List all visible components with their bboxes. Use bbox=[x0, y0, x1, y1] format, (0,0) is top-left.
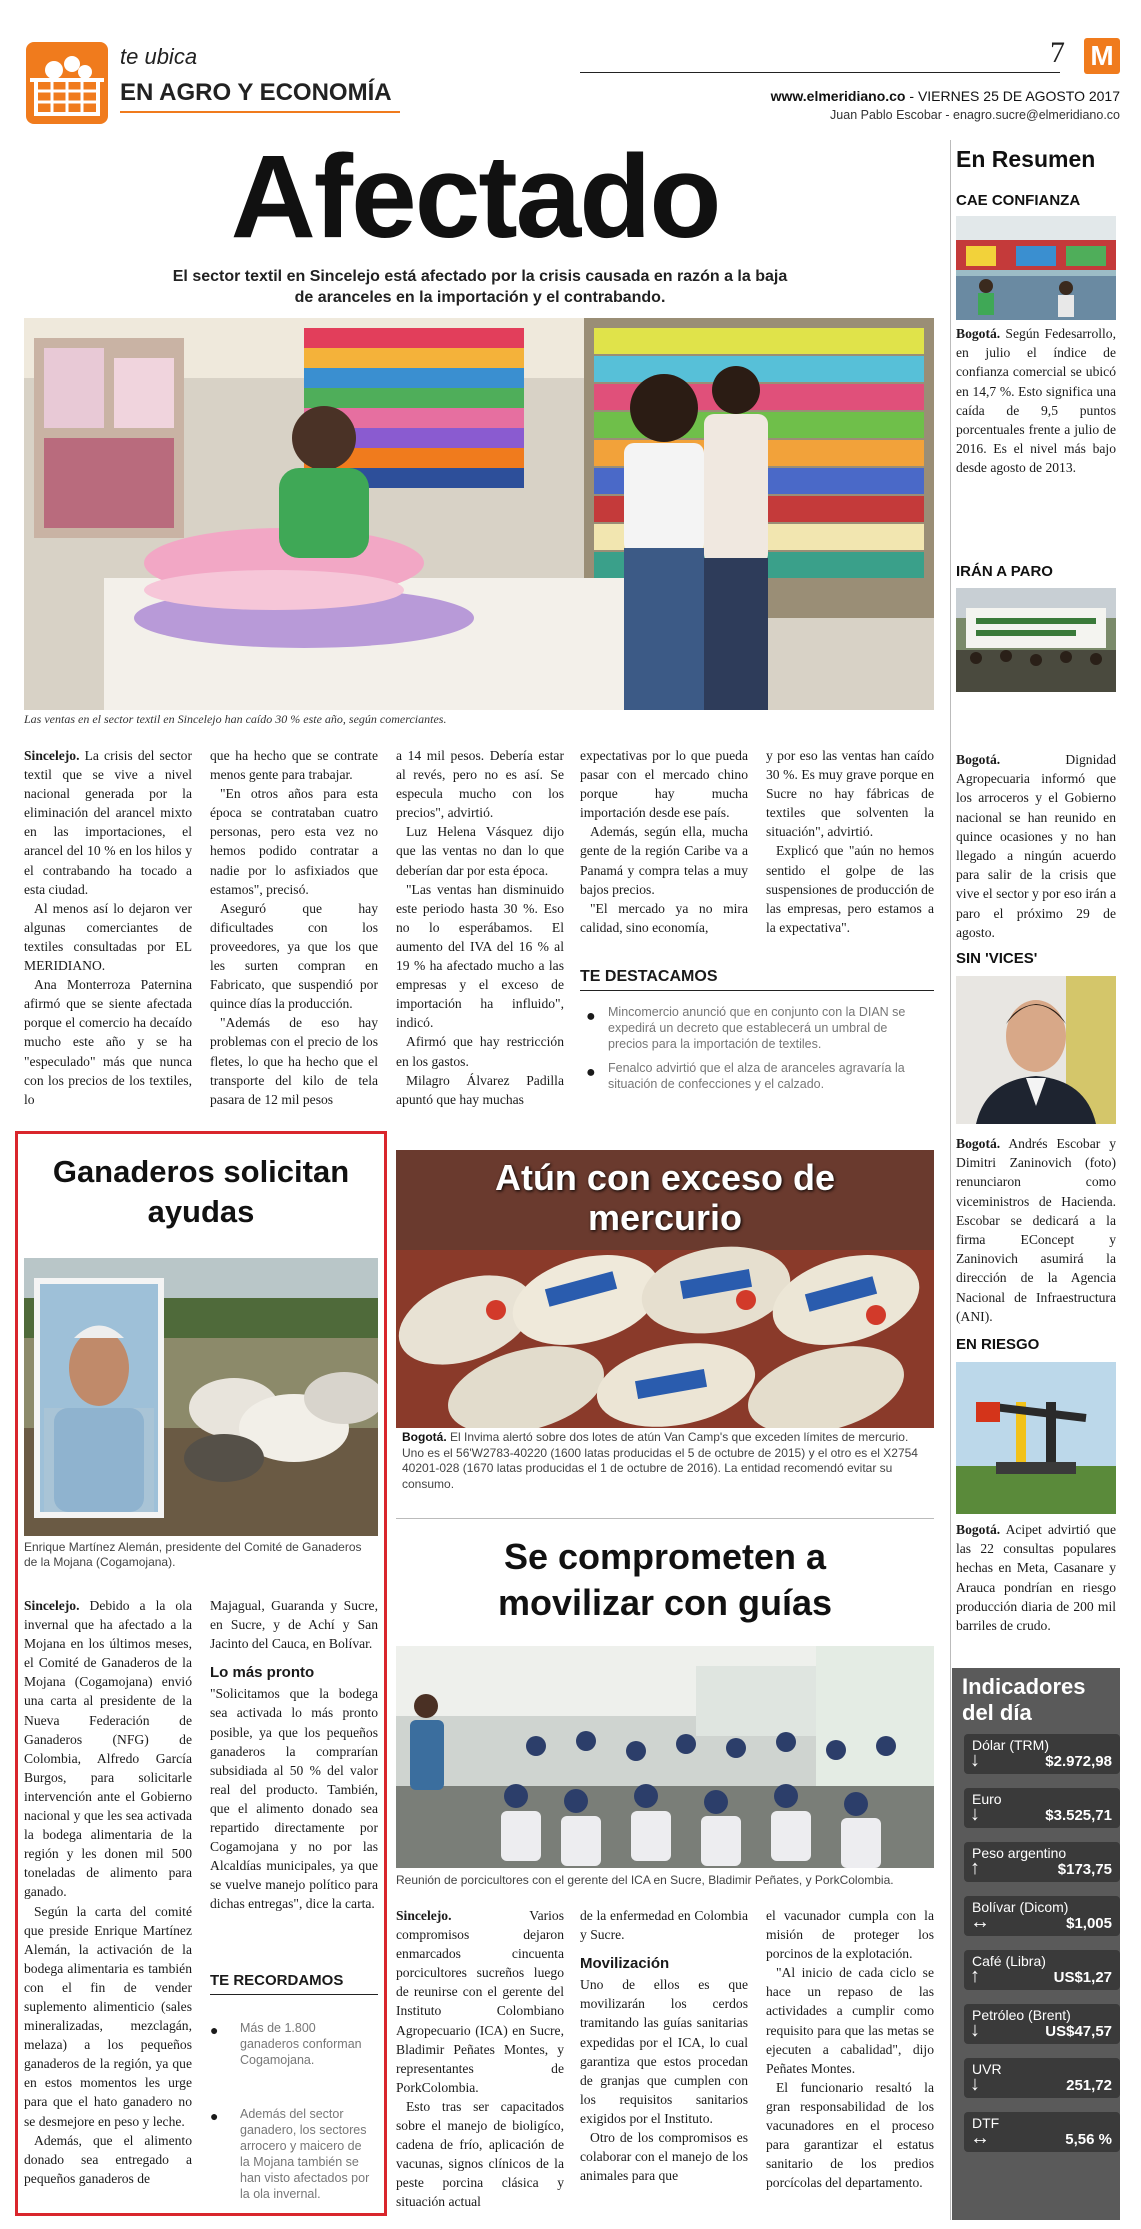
indicator-dtf: DTF ↔ 5,56 % bbox=[964, 2112, 1120, 2152]
store-photo bbox=[956, 216, 1116, 320]
guias-caption: Reunión de porcicultores con el gerente del ICA en Sucre, Bladimir Peñates, y PorkColombia. bbox=[396, 1873, 894, 1887]
recordamos-item: Más de 1.800 ganaderos conforman Cogamojana. bbox=[240, 2021, 362, 2067]
page-number: 7 bbox=[1050, 36, 1065, 69]
bullet-icon: ● bbox=[586, 1008, 596, 1025]
section-underline bbox=[120, 111, 400, 113]
paragraph: Afirmó que hay restricción en los gastos. bbox=[396, 1034, 564, 1069]
main-deck: El sector textil en Sincelejo está afectado por la crisis causada en razón a la baja de aranceles en la importación y el contrabando. bbox=[172, 268, 788, 306]
sidebar-item-text: Bogotá. Dignidad Agropecuaria informó que los arroceros y el Gobierno nacional se han reunido en quince ocasiones y no han llegado a ningún acuerdo para salir de la crisis que vive el sector y por eso irán a paro el próximo 29 de agosto. bbox=[956, 752, 1116, 940]
destacamos-item: Mincomercio anunció que en conjunto con la DIAN se expedirá un decreto que establecerá un umbral de precios para la importación de textiles. bbox=[608, 1005, 906, 1051]
paragraph: Uno de ellos es que movilizarán los cerdos tramitando las guías sanitarias expedidas por el ICA, lo cual garantiza que estos procedan de granjas que cumplen con los requisitos sanitarios exigidos por el Instituto. bbox=[580, 1977, 748, 2126]
destacamos-box bbox=[580, 964, 934, 1114]
main-col-4 bbox=[580, 746, 748, 937]
sidebar-item-head: SIN 'VICES' bbox=[956, 950, 1038, 967]
protest-photo bbox=[956, 588, 1116, 692]
byline: Juan Pablo Escobar - enagro.sucre@elmeridiano.co bbox=[830, 108, 1120, 122]
arrow-up-icon: ↑ bbox=[970, 1965, 980, 1987]
author: Juan Pablo Escobar bbox=[830, 108, 942, 122]
destacamos-item: Fenalco advirtió que el alza de aranceles agravaría la situación de confecciones y el calzado. bbox=[608, 1061, 905, 1091]
sidebar-item-head: CAE CONFIANZA bbox=[956, 192, 1081, 209]
main-col-2 bbox=[210, 746, 378, 1109]
divider bbox=[210, 1994, 378, 1995]
guias-subhead: Movilización bbox=[580, 1955, 670, 1973]
indicators-panel bbox=[952, 1668, 1120, 2220]
paragraph: Sincelejo. Varios compromisos dejaron enmarcados cincuenta porcicultores sucreños luego de reunirse con el gerente del Instituto Colombiano Agropecuario (ICA) en Sucre, Bladimir Peñates Montes, y representantes de PorkColombia. bbox=[396, 1908, 564, 2095]
ganaderos-col-2 bbox=[210, 1596, 378, 1914]
oil-pump-photo bbox=[956, 1362, 1116, 1514]
paragraph: Majagual, Guaranda y Sucre, en Sucre, y de Achí y San Jacinto del Cauca, en Bolívar. bbox=[210, 1598, 378, 1652]
guias-col-1 bbox=[396, 1906, 564, 2212]
paragraph: Esto tras ser capacitados sobre el manejo de bioligíco, cadena de frío, aplicación de vacunas, signos clínicos de la peste porcina clásica y situación actual bbox=[396, 2098, 564, 2210]
recordamos-title: TE RECORDAMOS bbox=[210, 1972, 344, 1989]
brand-logo: M bbox=[1084, 38, 1120, 74]
main-headline: Afectado bbox=[230, 131, 720, 263]
paragraph: Aseguró que hay dificultades con los proveedores, ya que los que les surten compran en Fabricato, que suspendió por quince días la producción. bbox=[210, 900, 378, 1012]
paragraph: El funcionario resaltó la gran responsabilidad de los vacunadores en el proceso para garantizar el estatus sanitario de los predios porcícolas del departamento. bbox=[766, 2079, 934, 2191]
sidebar-divider bbox=[950, 140, 951, 2220]
guias-headline: Se comprometen a movilizar con guías bbox=[497, 1536, 833, 1623]
paragraph: el vacunador cumpla con la misión de proteger los porcinos de la explotación. bbox=[766, 1908, 934, 1962]
dateline: www.elmeridiano.co - VIERNES 25 DE AGOSTO 2017 bbox=[770, 88, 1120, 104]
main-col-1 bbox=[24, 746, 192, 1109]
viceminister-photo bbox=[956, 976, 1116, 1124]
arrow-down-icon: ↓ bbox=[970, 1803, 980, 1825]
bullet-icon: ● bbox=[586, 1064, 596, 1081]
website[interactable]: www.elmeridiano.co bbox=[770, 88, 906, 104]
indicator-peso-argentino: Peso argentino ↑ $173,75 bbox=[964, 1842, 1120, 1882]
indicator-dolar: Dólar (TRM) ↓ $2.972,98 bbox=[964, 1734, 1120, 1774]
paragraph: "El mercado ya no mira calidad, sino economía, bbox=[580, 900, 748, 935]
paragraph: Según la carta del comité que preside Enrique Martínez Alemán, la activación de la bodega alimentaria es también con el fin de vender suplemento alimenticio (sales mineralizadas, mezclagán, melaza) a los pequeños ganaderos de la región, ya que en estos momentos les urge para que el hato ganadero no se desmejore en peso y leche. bbox=[24, 1903, 192, 2129]
atun-headline: Atún con exceso de mercurio bbox=[494, 1157, 836, 1238]
sidebar-item-text: Bogotá. Andrés Escobar y Dimitri Zaninovich (foto) renunciaron como viceministros de Hacienda. Escobar se dedicará a la firma EConcept y Zaninovich asumirá la dirección de la Agencia Nacional de Infraestructura (ANI). bbox=[956, 1136, 1116, 1324]
paragraph: Ana Monterroza Paternina afirmó que se siente afectada porque el comercio ha decaído mucho este año y se ha "especulado" más que nunca con los precios de los textiles, lo bbox=[24, 977, 192, 1107]
section-logo bbox=[22, 38, 112, 128]
arrow-both-icon: ↔ bbox=[970, 2127, 990, 2149]
paragraph: que ha hecho que se contrate menos gente para trabajar. bbox=[210, 748, 378, 783]
sidebar-item-head: IRÁN A PARO bbox=[956, 563, 1053, 580]
sidebar-title: En Resumen bbox=[956, 146, 1096, 172]
cattle-photo bbox=[24, 1258, 378, 1536]
atun-caption: Bogotá. El Invima alertó sobre dos lotes de atún Van Camp's que exceden límites de mercurio. Uno es el 56'W2783-40220 (1600 latas producidas el 5 de octubre de 2015) y el otro es el X2754 40201-028 (1670 latas producidas el 1 de octubre de 2016). La entidad recomendó evitar su consumo. bbox=[402, 1430, 918, 1491]
guias-col-2 bbox=[580, 1906, 748, 2185]
sidebar-item-text: Bogotá. Acipet advirtió que las 22 consultas populares hechas en Meta, Casanare y Arauca pondrían en riesgo producción diaria de 200 mil barriles de crudo. bbox=[956, 1522, 1116, 1634]
main-col-5 bbox=[766, 746, 934, 937]
sidebar-item-head: EN RIESGO bbox=[956, 1336, 1040, 1353]
paragraph: y por eso las ventas han caído 30 %. Es muy grave porque en Sucre no hay fábricas de textiles que solventen la situación", advirtió. bbox=[766, 748, 934, 840]
paragraph: Además, según ella, mucha gente de la región Caribe va a Panamá y compra telas a muy bajos precios. bbox=[580, 824, 748, 897]
ganaderos-subhead: Lo más pronto bbox=[210, 1664, 315, 1682]
divider bbox=[396, 1518, 934, 1519]
arrow-down-icon: ↓ bbox=[970, 2073, 980, 2095]
main-col-3 bbox=[396, 746, 564, 1109]
textile-photo bbox=[24, 318, 934, 710]
destacamos-title: TE DESTACAMOS bbox=[580, 968, 718, 985]
main-photo-caption: Las ventas en el sector textil en Sincelejo han caído 30 % este año, según comerciantes. bbox=[24, 712, 447, 726]
bullet-icon: ● bbox=[210, 2024, 219, 2039]
divider bbox=[580, 990, 934, 991]
paragraph: de la enfermedad en Colombia y Sucre. bbox=[580, 1908, 748, 1943]
arrow-both-icon: ↔ bbox=[970, 1911, 990, 1933]
arrow-down-icon: ↓ bbox=[970, 2019, 980, 2041]
basket-icon bbox=[22, 38, 112, 128]
paragraph: Al menos así lo dejaron ver algunas comerciantes de textiles consultadas por EL MERIDIANO. bbox=[24, 900, 192, 974]
sidebar bbox=[952, 140, 1120, 2220]
header-rule bbox=[580, 72, 1060, 73]
paragraph: "Además de eso hay problemas con el precio de los fletes, lo que ha hecho que el transporte del kilo de tela pasara de 12 mil pesos bbox=[210, 1015, 378, 1107]
paragraph: Sincelejo. La crisis del sector textil que se vive a nivel nacional generada por la eliminación del arancel mixto en las importaciones, el arancel del 10 % en los hilos y el contrabando ha tocado a esta ciudad. bbox=[24, 748, 192, 897]
paragraph: Luz Helena Vásquez dijo que las ventas no dan lo que deberían dar por esta época. bbox=[396, 824, 564, 878]
indicators-title: Indicadores del día bbox=[962, 1674, 1086, 1725]
recordamos-item: Además del sector ganadero, los sectores arrocero y maicero de la Mojana también se han visto afectados por la ola invernal. bbox=[240, 2107, 370, 2201]
arrow-down-icon: ↓ bbox=[970, 1749, 980, 1771]
paragraph: Explicó que "aún no hemos sentido el golpe de las suspensiones de producción de las empresas, pero estamos a la expectativa". bbox=[766, 843, 934, 935]
paragraph: "Las ventas han disminuido este periodo hasta 30 %. Eso no lo esperábamos. El aumento del IVA del 16 % al 19 % ha afectado mucho a las empresas y el exceso de importación ha influido", indicó. bbox=[396, 881, 564, 1031]
paragraph: "Solicitamos que la bodega sea activada lo más pronto posible, ya que los pequeños ganaderos la comprarían subsidiada al 50 % del valor real del producto. También, que el alimento donado sea repartido directamente por Cogamojana y no por las Alcaldías municipales, ya que se vuelve manejo político para dichas entregas", dice la carta. bbox=[210, 1686, 378, 1912]
paragraph: Sincelejo. Debido a la ola invernal que ha afectado a la Mojana en los últimos meses, el Comité de Ganaderos de la Mojana (Cogamojana) envió una carta al presidente de la Nueva Federación de Ganaderos (NFG) de Colombia, Alfredo García Burgos, para solicitarle intervención ante el Gobierno nacional y que les sea activada la bodega alimentaria de la región y les donen mil 500 toneladas de alimento para ganado. bbox=[24, 1598, 192, 1900]
guias-col-3 bbox=[766, 1906, 934, 2192]
paragraph: "Al inicio de cada ciclo se hace un repaso de las actividades a cumplir como requisito para que las metas se ejecuten a cabalidad", dijo Peñates Montes. bbox=[766, 1965, 934, 2076]
paragraph: Milagro Álvarez Padilla apuntó que hay muchas bbox=[396, 1072, 564, 1107]
ganaderos-caption: Enrique Martínez Alemán, presidente del Comité de Ganaderos de la Mojana (Cogamojana). bbox=[24, 1540, 362, 1569]
ganaderos-col-1 bbox=[24, 1596, 192, 2188]
paragraph: "En otros años para esta época se contrataban cuatro personas, pero esta vez no hemos podido contratar a nadie por lo asfixiados que estamos", precisó. bbox=[210, 786, 378, 897]
paragraph: expectativas por lo que pueda pasar con el mercado chino porque hay mucha importación desde ese país. bbox=[580, 748, 748, 821]
indicator-bolivar: Bolívar (Dicom) ↔ $1,005 bbox=[964, 1896, 1120, 1936]
recordamos-box bbox=[210, 1972, 378, 2208]
meeting-photo bbox=[396, 1646, 934, 1868]
bullet-icon: ● bbox=[210, 2110, 219, 2125]
section-title: EN AGRO Y ECONOMÍA bbox=[120, 79, 392, 106]
arrow-up-icon: ↑ bbox=[970, 1857, 980, 1879]
section-small-label: te ubica bbox=[120, 44, 198, 69]
indicator-cafe: Café (Libra) ↑ US$1,27 bbox=[964, 1950, 1120, 1990]
sidebar-item-text: Bogotá. Según Fedesarrollo, en julio el índice de confianza comercial se ubicó en 14,7 %. Esto significa una caída de 9,5 puntos porcentuales frente a julio de 2016. Es el nivel más bajo desde agosto de 2013. bbox=[956, 326, 1116, 476]
indicator-euro: Euro ↓ $3.525,71 bbox=[964, 1788, 1120, 1828]
paragraph: Otro de los compromisos es colaborar con el manejo de los animales para que bbox=[580, 2130, 748, 2184]
paragraph: a 14 mil pesos. Debería estar al revés, pero no es así. Se especula mucho con los precios", advirtió. bbox=[396, 748, 564, 821]
paragraph: Además, que el alimento donado sea entregado a pequeños ganaderos de bbox=[24, 2132, 192, 2186]
ganaderos-headline: Ganaderos solicitan ayudas bbox=[52, 1154, 350, 1229]
indicator-uvr: UVR ↓ 251,72 bbox=[964, 2058, 1120, 2098]
indicator-petroleo: Petróleo (Brent) ↓ US$47,57 bbox=[964, 2004, 1120, 2044]
email[interactable]: enagro.sucre@elmeridiano.co bbox=[953, 108, 1120, 122]
date: VIERNES 25 DE AGOSTO 2017 bbox=[917, 88, 1120, 104]
